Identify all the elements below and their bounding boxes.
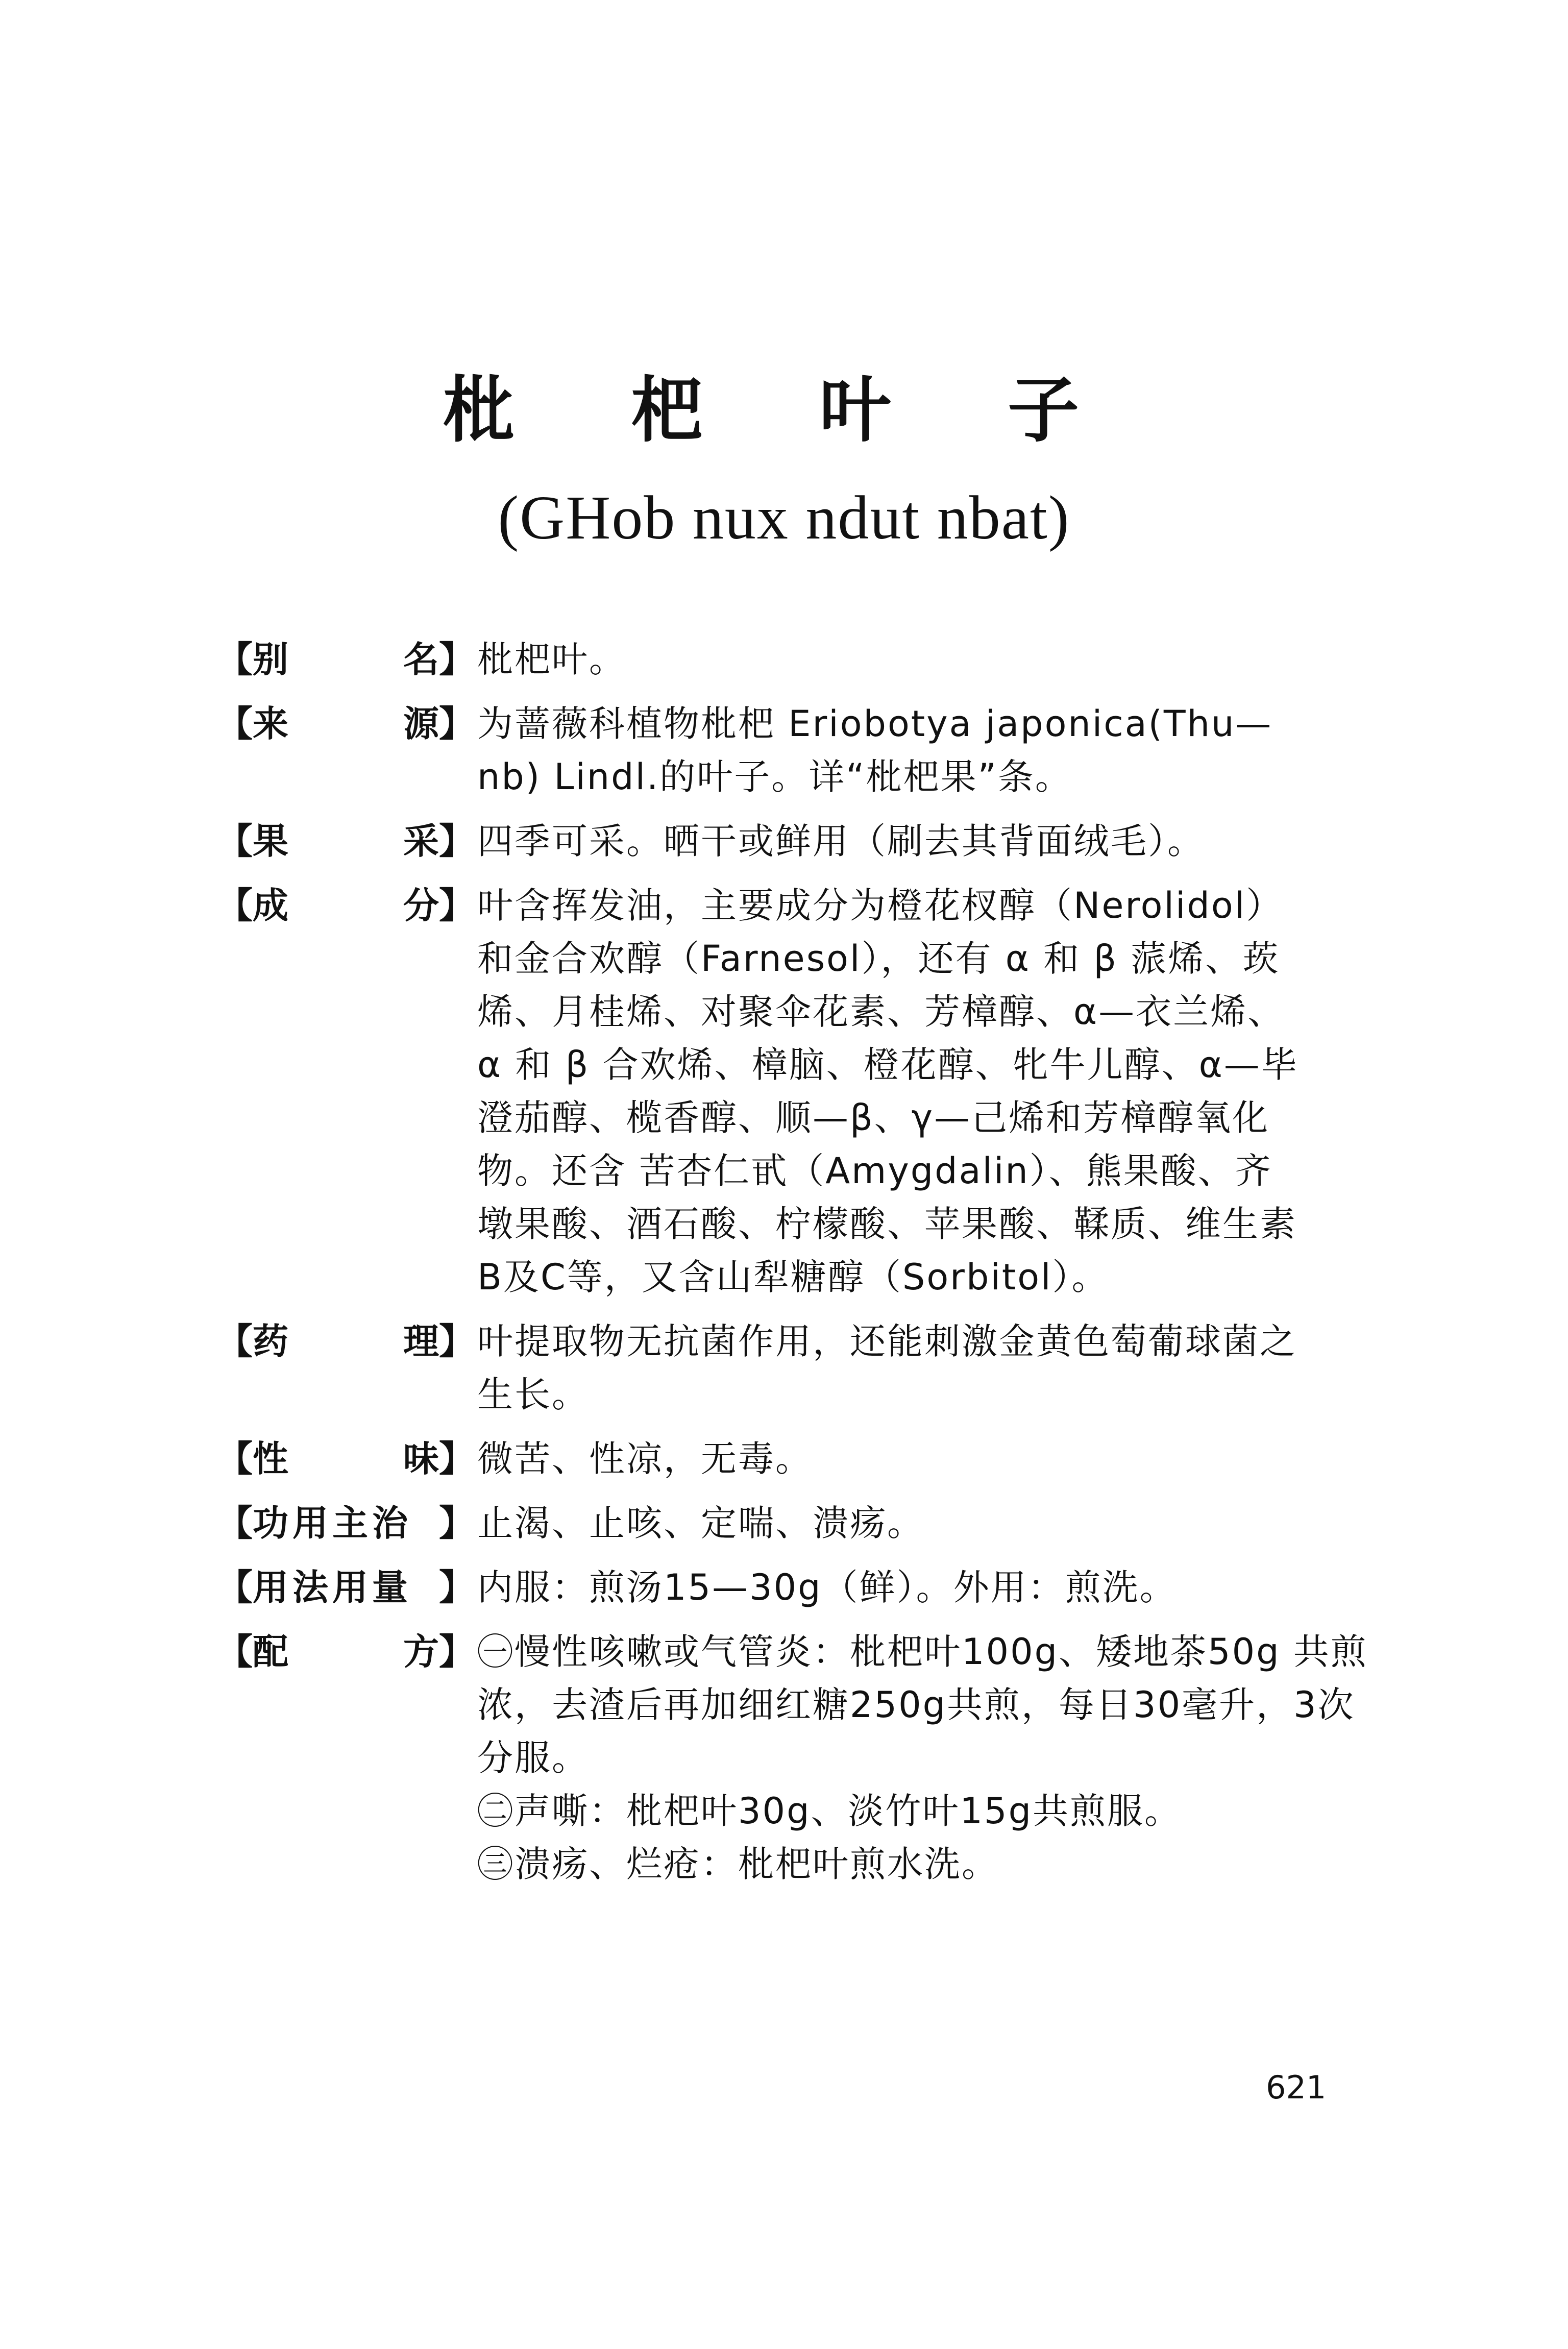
entry-content (477, 1315, 1432, 1425)
entry-content (477, 879, 1432, 1308)
entry-line: ㊀慢性咳嗽或气管炎：枇杷叶100g、矮地茶50g 共煎 (477, 1631, 1368, 1673)
entry-line: nb) Lindl.的叶子。详“枇杷果”条。 (477, 756, 1072, 798)
entry-line: 分服。 (477, 1737, 589, 1779)
entry-line: 枇杷叶。 (477, 639, 626, 680)
entry-line: 物。还含 苦杏仁甙（Amygdalin）、熊果酸、齐 (477, 1150, 1272, 1192)
label-open-bracket: 【 (217, 639, 253, 680)
label-open-bracket: 【 (217, 1567, 253, 1608)
label-open-bracket: 【 (217, 1320, 253, 1362)
label-open-bracket: 【 (217, 820, 253, 862)
entry-spacer (217, 808, 1432, 815)
entry-line: 和金合欢醇（Farnesol），还有 α 和 β 蒎烯、莰 (477, 938, 1280, 980)
entry (217, 1561, 1432, 1625)
label-close-bracket: 】 (439, 1502, 475, 1544)
entry-line: ㊂溃疡、烂疮：枇杷叶煎水洗。 (477, 1843, 999, 1885)
label-close-bracket: 】 (439, 639, 475, 680)
entry (217, 1625, 1432, 1902)
entry-line: ㊁声嘶：枇杷叶30g、淡竹叶15g共煎服。 (477, 1790, 1182, 1832)
entry (217, 633, 1432, 697)
label-text-second: 分 (403, 885, 439, 926)
entry-content (477, 815, 1432, 872)
entry-content (477, 1561, 1432, 1618)
entry-spacer (217, 872, 1432, 879)
label-open-bracket: 【 (217, 885, 253, 926)
label-text-second: 采 (403, 820, 439, 862)
entry-content (477, 1497, 1432, 1554)
label-text-first: 配 (253, 1631, 288, 1673)
entry-content (477, 1625, 1432, 1895)
entry-spacer (217, 1554, 1432, 1561)
label-close-bracket: 】 (439, 1567, 475, 1608)
label-text: 功用主治 (253, 1502, 412, 1544)
entry-content (477, 697, 1432, 808)
label-text-second: 味 (403, 1438, 439, 1480)
entry-line: 烯、月桂烯、对聚伞花素、芳樟醇、α—衣兰烯、 (477, 991, 1285, 1033)
entry (217, 1432, 1432, 1497)
page-number: 621 (1266, 2069, 1327, 2106)
page-subtitle: (GHob nux ndut nbat) (498, 483, 1070, 552)
label-text-second: 理 (403, 1320, 439, 1362)
label-open-bracket: 【 (217, 1502, 253, 1544)
label-close-bracket: 】 (439, 820, 475, 862)
label-close-bracket: 】 (439, 1631, 475, 1673)
label-close-bracket: 】 (439, 703, 475, 745)
label-text-second: 方 (403, 1631, 439, 1673)
entry (217, 1315, 1432, 1432)
entry-line: 内服：煎汤15—30g（鲜）。外用：煎洗。 (477, 1567, 1177, 1608)
entry (217, 879, 1432, 1315)
entry-line: B及C等，又含山犁糖醇（Sorbitol）。 (477, 1256, 1109, 1298)
label-open-bracket: 【 (217, 703, 253, 745)
entry-line: 澄茄醇、榄香醇、顺—β、γ—己烯和芳樟醇氧化 (477, 1097, 1270, 1139)
label-text-first: 性 (253, 1438, 288, 1480)
entry-line: 生长。 (477, 1374, 589, 1415)
entry-line: α 和 β 合欢烯、樟脑、橙花醇、牝牛儿醇、α—毕 (477, 1044, 1298, 1086)
label-close-bracket: 】 (439, 885, 475, 926)
entry-content (477, 1432, 1432, 1489)
entry-line: 止渴、止咳、定喘、溃疡。 (477, 1502, 924, 1544)
entry-content (477, 633, 1432, 690)
entry-spacer (217, 1308, 1432, 1315)
entry-line: 墩果酸、酒石酸、柠檬酸、苹果酸、鞣质、维生素 (477, 1203, 1297, 1245)
entry-list (217, 633, 1432, 1902)
label-close-bracket: 】 (439, 1320, 475, 1362)
entry-spacer (217, 1618, 1432, 1625)
label-text-first: 果 (253, 820, 288, 862)
label-open-bracket: 【 (217, 1631, 253, 1673)
label-close-bracket: 】 (439, 1438, 475, 1480)
label-text-first: 别 (253, 639, 288, 680)
label-text-second: 源 (403, 703, 439, 745)
entry-line: 微苦、性凉，无毒。 (477, 1438, 813, 1480)
entry-line: 浓，去渣后再加细红糖250g共煎，每日30毫升，3次 (477, 1684, 1355, 1726)
entry (217, 1497, 1432, 1561)
entry (217, 815, 1432, 879)
entry-spacer (217, 1489, 1432, 1497)
label-text-second: 名 (403, 639, 439, 680)
entry-line: 四季可采。晒干或鲜用（刷去其背面绒毛）。 (477, 820, 1205, 862)
entry (217, 697, 1432, 815)
entry-line: 为蔷薇科植物枇杷 Eriobotya japonica(Thu— (477, 703, 1273, 745)
label-text-first: 来 (253, 703, 288, 745)
label-text-first: 成 (253, 885, 288, 926)
label-text-first: 药 (253, 1320, 288, 1362)
entry-line: 叶含挥发油，主要成分为橙花杈醇（Nerolidol） (477, 885, 1284, 926)
entry-line: 叶提取物无抗菌作用，还能刺激金黄色萄葡球菌之 (477, 1320, 1297, 1362)
entry-spacer (217, 1895, 1432, 1902)
entry-spacer (217, 690, 1432, 697)
label-text: 用法用量 (253, 1567, 412, 1608)
label-open-bracket: 【 (217, 1438, 253, 1480)
entry-spacer (217, 1425, 1432, 1432)
page-title: 枇 杷 叶 子 (443, 369, 1125, 452)
